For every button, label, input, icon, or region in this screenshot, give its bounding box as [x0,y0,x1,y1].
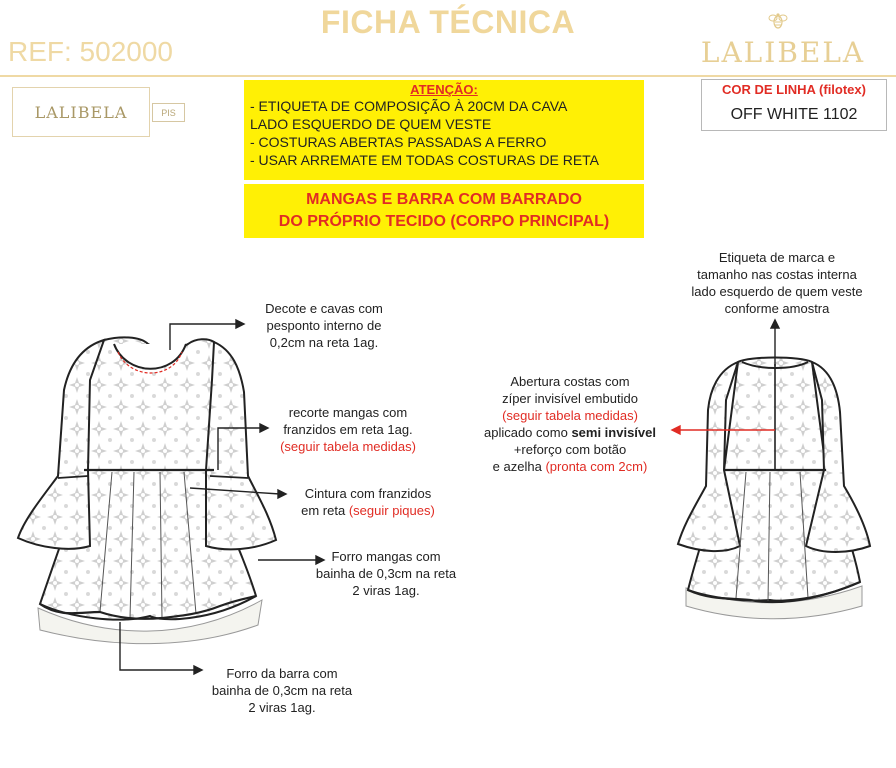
note-line: Cintura com franzidos [304,486,432,501]
note-line: tamanho nas costas interna [697,267,857,282]
note-line: Etiqueta de marca e [718,250,836,265]
note-line [288,502,448,519]
note-line [470,458,670,475]
attention-heading: ATENÇÃO: [410,82,478,97]
attention-line: - ETIQUETA DE COMPOSIÇÃO À 20CM DA CAVA [250,98,568,114]
note-line: +reforço com botão [513,442,627,457]
brand-logo: LALIBELA [700,36,866,69]
brand-label-note [674,249,880,317]
note-line: conforme amostra [724,301,830,316]
reference-code: REF: 502000 [8,36,173,67]
note-line: recorte mangas com [288,405,408,420]
sleeves-hem-line: MANGAS E BARRA COM BARRADO [306,191,582,208]
note-line: 2 viras 1ag. [248,700,316,715]
back-view [678,358,870,619]
sleeve-lining-note [300,548,472,599]
note-line: Abertura costas com [510,374,630,389]
note-text: aplicado como [483,425,568,440]
note-line: zíper invisível embutido [502,391,638,406]
note-line: bainha de 0,3cm na reta [211,683,353,698]
note-line: bainha de 0,3cm na reta [315,566,457,581]
note-line: 2 viras 1ag. [352,583,420,598]
sleeves-hem-line: DO PRÓPRIO TECIDO (CORPO PRINCIPAL) [278,213,610,230]
thread-color-label: COR DE LINHA (filotex) [722,82,866,97]
attention-line: LADO ESQUERDO DE QUEM VESTE [250,116,492,132]
note-text-red: (pronta com 2cm) [545,459,648,474]
note-text-bold: semi invisível [571,425,656,440]
attention-line: - USAR ARREMATE EM TODAS COSTURAS DE RETA [250,152,600,168]
brand-label-sample: LALIBELA [12,87,150,137]
note-line: Forro da barra com [226,666,338,681]
sleeve-seam-note [262,404,434,455]
note-text-red: (seguir piques) [348,503,435,518]
page-title: FICHA TÉCNICA [320,4,576,40]
note-text: em reta [301,503,346,518]
note-line: 0,2cm na reta 1ag. [269,335,379,350]
note-line: Forro mangas com [331,549,441,564]
note-text: e azelha [492,459,542,474]
pis-tag: PIS [152,103,185,122]
thread-color-value: OFF WHITE 1102 [730,106,858,123]
waist-note [288,485,448,519]
note-line: pesponto interno de [266,318,382,333]
neckline-note [244,300,404,351]
back-opening-note [470,373,670,475]
note-line: lado esquerdo de quem veste [691,284,863,299]
note-line: franzidos em reta 1ag. [283,422,413,437]
note-line: Decote e cavas com [265,301,383,316]
attention-line: - COSTURAS ABERTAS PASSADAS A FERRO [250,134,547,150]
note-line-red: (seguir tabela medidas) [502,408,638,423]
hem-lining-note [196,665,368,716]
note-line-red: (seguir tabela medidas) [280,439,416,454]
note-line [470,424,670,441]
